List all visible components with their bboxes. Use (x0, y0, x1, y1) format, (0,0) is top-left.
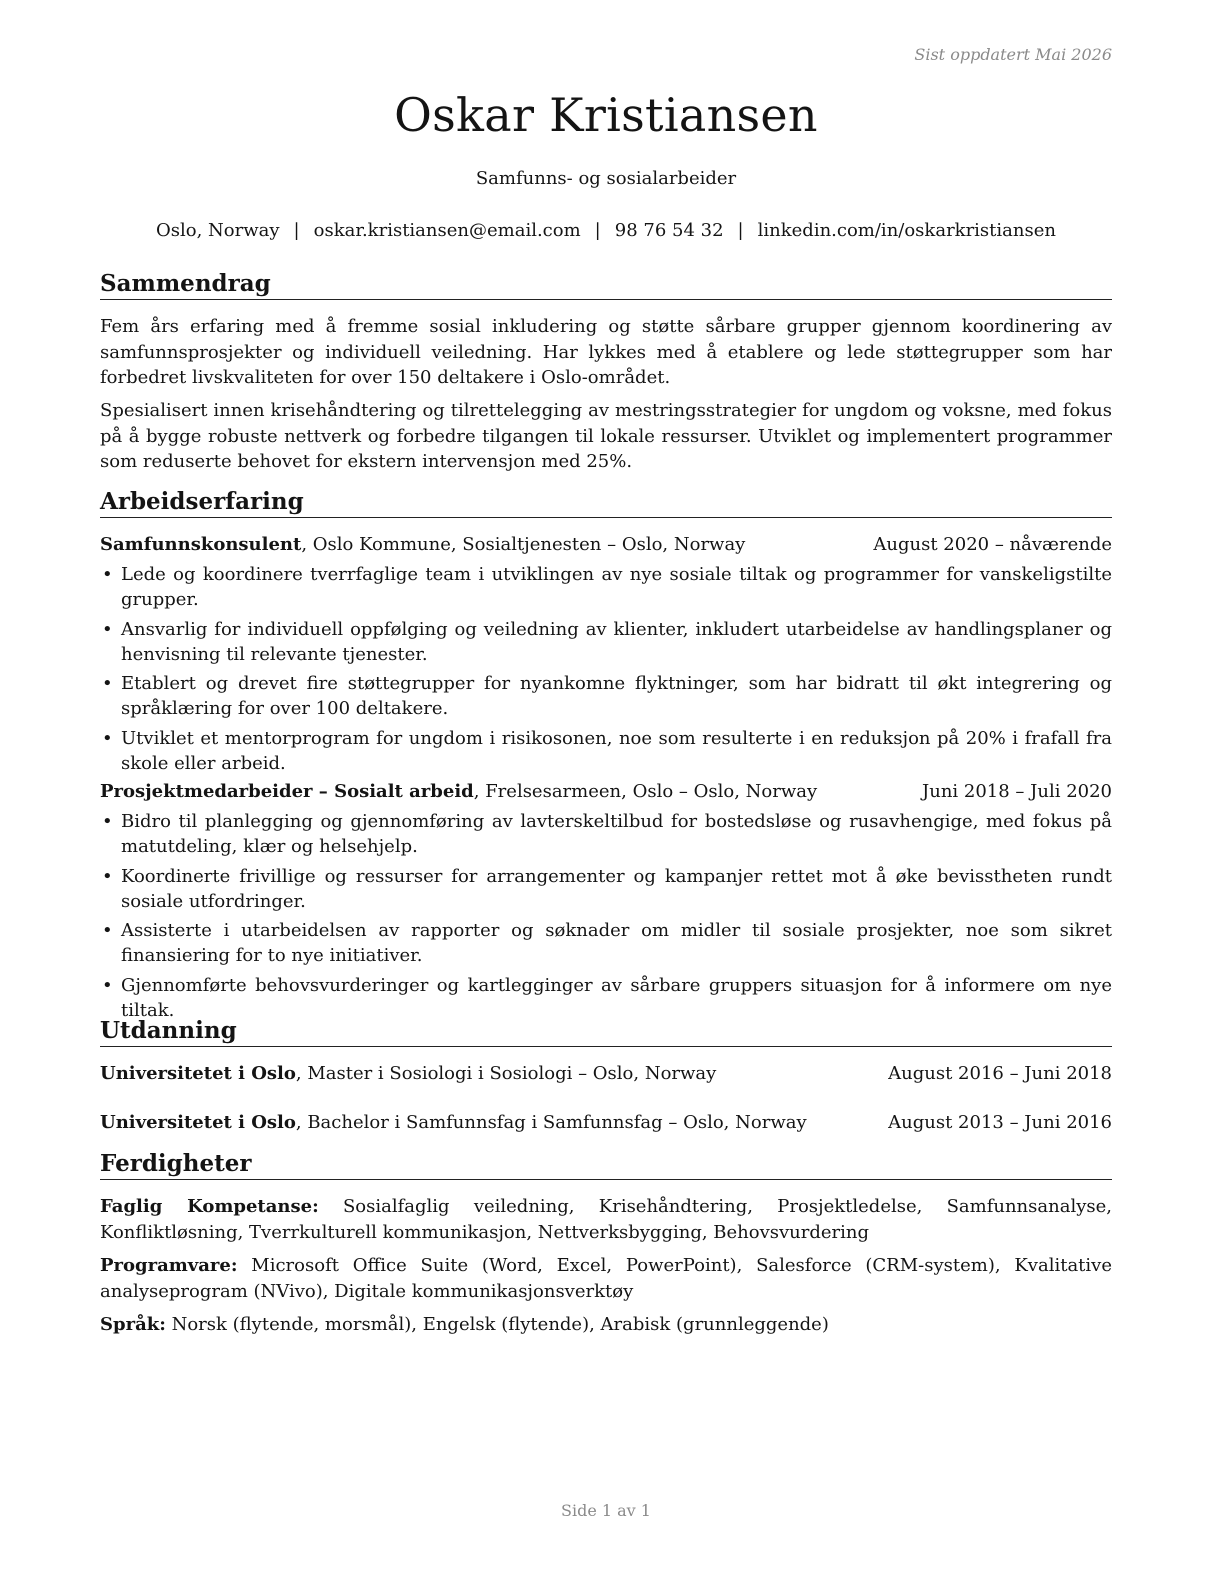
job-bullet: • Utviklet et mentorprogram for ungdom i risikosonen, noe som resulterte i en reduksjon på 20% i frafall fra skole eller arbeid. (100, 726, 1112, 776)
contact-phone: 98 76 54 32 (614, 220, 724, 241)
job-dates: Juni 2018 – Juli 2020 (922, 781, 1112, 802)
education-degree: , Bachelor i Samfunnsfag i Samfunnsfag – Oslo, Norway (295, 1112, 807, 1133)
skill-group (100, 1194, 1112, 1245)
contact-separator: | (594, 220, 601, 241)
candidate-name: Oskar Kristiansen (394, 88, 818, 142)
education-line (100, 1061, 716, 1086)
skill-group-label: Faglig Kompetanse: (100, 1196, 319, 1217)
contact-line (100, 220, 1112, 241)
job-dates: August 2020 – nåværende (873, 534, 1112, 555)
job-role: Prosjektmedarbeider – Sosialt arbeid (100, 781, 474, 802)
job-bullet: • Lede og koordinere tverrfaglige team i utviklingen av nye sosiale tiltak og programmer for vanskeligstilte grupper. (100, 562, 1112, 612)
section-heading-summary: Sammendrag (100, 270, 1112, 300)
job-bullet-list (100, 562, 1112, 780)
skill-group (100, 1253, 1112, 1304)
education-degree: , Master i Sosiologi i Sosiologi – Oslo, Norway (295, 1063, 717, 1084)
job-title-line (100, 779, 817, 804)
job-bullet: • Etablert og drevet fire støttegrupper for nyankomne flyktninger, som har bidratt til økt integrering og språklæring for over 100 deltakere. (100, 671, 1112, 721)
job-organization: , Oslo Kommune, Sosialtjenesten – Oslo, Norway (301, 534, 746, 555)
job-bullet: • Assisterte i utarbeidelsen av rapporter og søknader om midler til sosiale prosjekter, noe som sikret finansiering for to nye initiativer. (100, 918, 1112, 968)
job-bullet: • Ansvarlig for individuell oppfølging og veiledning av klienter, inkludert utarbeidelse av handlingsplaner og henvisning til relevante tjenester. (100, 617, 1112, 667)
section-heading-education: Utdanning (100, 1017, 1112, 1047)
job-organization: , Frelsesarmeen, Oslo – Oslo, Norway (473, 781, 818, 802)
job-bullet: • Koordinerte frivillige og ressurser for arrangementer og kampanjer rettet mot å øke bevisstheten rundt sosiale utfordringer. (100, 864, 1112, 914)
skill-group-items: Microsoft Office Suite (Word, Excel, PowerPoint), Salesforce (CRM-system), Kvalitative analyseprogram (NVivo), Digitale kommunikasjonsverktøy (100, 1255, 1112, 1302)
job-role: Samfunnskonsulent (100, 534, 302, 555)
last-updated: Sist oppdatert Mai 2026 (914, 45, 1112, 64)
education-line (100, 1110, 807, 1135)
skill-group-items: Sosialfaglig veiledning, Krisehåndtering, Prosjektledelse, Samfunnsanalyse, Konfliktløsning, Tverrkulturell kommunikasjon, Nettverksbygging, Behovsvurdering (100, 1196, 1112, 1243)
section-heading-skills: Ferdigheter (100, 1150, 1112, 1180)
summary-paragraph: Spesialisert innen krisehåndtering og tilrettelegging av mestringsstrategier for ungdom og voksne, med fokus på å bygge robuste nettverk og forbedre tilgangen til lokale ressurser. Utviklet og implementert programmer som reduserte behovet for ekstern intervensjon med 25%. (100, 400, 1112, 472)
job-header (100, 779, 1112, 804)
job-title-line (100, 532, 745, 557)
job-header (100, 532, 1112, 557)
candidate-title: Samfunns- og sosialarbeider (475, 168, 737, 189)
contact-email[interactable]: oskar.kristiansen@email.com (313, 220, 581, 241)
skill-group-items: Norsk (flytende, morsmål), Engelsk (flytende), Arabisk (grunnleggende) (165, 1314, 829, 1335)
job-bullet: • Bidro til planlegging og gjennomføring av lavterskeltilbud for bostedsløse og rusavhengige, med fokus på matutdeling, klær og helsehjelp. (100, 809, 1112, 859)
summary-paragraph: Fem års erfaring med å fremme sosial inkludering og støtte sårbare grupper gjennom koordinering av samfunnsprosjekter og individuell veiledning. Har lykkes med å etablere og lede støttegrupper som har forbedret livskvaliteten for over 150 deltakere i Oslo-området. (100, 316, 1112, 388)
contact-separator: | (293, 220, 300, 241)
section-heading-experience: Arbeidserfaring (100, 488, 1112, 518)
job-bullet: • Gjennomførte behovsvurderinger og kartlegginger av sårbare gruppers situasjon for å informere om nye tiltak. (100, 973, 1112, 1023)
contact-location: Oslo, Norway (156, 220, 280, 241)
job-bullet-list (100, 809, 1112, 1027)
skill-group-label: Programvare: (100, 1255, 238, 1276)
education-entry (100, 1110, 1112, 1135)
contact-linkedin[interactable]: linkedin.com/in/oskarkristiansen (757, 220, 1056, 241)
skill-group (100, 1312, 1112, 1338)
contact-separator: | (737, 220, 744, 241)
education-dates: August 2016 – Juni 2018 (888, 1063, 1112, 1084)
page-number: Side 1 av 1 (561, 1501, 651, 1520)
education-entry (100, 1061, 1112, 1086)
education-dates: August 2013 – Juni 2016 (888, 1112, 1112, 1133)
skill-group-label: Språk: (100, 1314, 166, 1335)
education-school: Universitetet i Oslo (100, 1063, 296, 1084)
education-school: Universitetet i Oslo (100, 1112, 296, 1133)
